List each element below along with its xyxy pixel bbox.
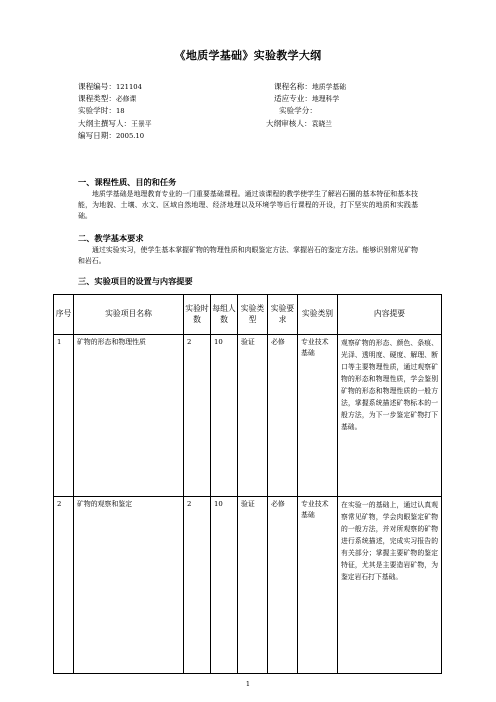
section-heading-2: 二、教学基本要求 <box>78 233 144 243</box>
table-header-row <box>54 295 442 335</box>
section-body-1: 地质学基础是地理教育专业的一门重要基础课程。通过该课程的教学使学生了解岩石圈的基本特征和基本技能，为地貌、土壤、水文、区域自然地理、经济地理以及环境学等后行课程的开设，打下坚实的地质和实践基础。 <box>78 190 418 220</box>
reviewer-label: 大纲审核人： <box>266 118 312 128</box>
row-type: 验证 <box>238 335 268 497</box>
header-name: 实验项目名称 <box>74 295 184 335</box>
course-code: 121104 <box>115 83 142 91</box>
author: 王景平 <box>131 119 152 128</box>
row-cat: 专业技术基础 <box>298 335 338 497</box>
row-no: 1 <box>54 335 74 497</box>
row-name: 矿物的形态和物理性质 <box>74 335 184 497</box>
row-desc: 观察矿物的形态、颜色、条痕、光泽、透明度、硬度、解理、断口等主要物理性质，通过观察矿物的形态和物理性质，学会鉴别矿物的形态和物理性质的一般方法，掌握系统描述矿物标本的一般方法，为下一步鉴定矿物打下基础。 <box>338 335 442 497</box>
row-hours: 2 <box>184 335 211 497</box>
section-heading-1: 一、课程性质、目的和任务 <box>78 177 177 187</box>
credits-label: 实验学分： <box>279 106 317 116</box>
experiment-table <box>53 294 442 674</box>
course-type-label: 课程类型： <box>78 94 116 104</box>
section-body-2: 通过实验实习，使学生基本掌握矿物的物理性质和肉眼鉴定方法、掌握岩石的鉴定方法。能够识别常见矿物和岩石。 <box>78 246 418 265</box>
table-row <box>54 497 442 674</box>
page-number: 1 <box>245 680 251 688</box>
header-hours: 实验时数 <box>184 295 211 335</box>
row-group: 10 <box>211 497 238 674</box>
section-heading-3: 三、实验项目的设置与内容提要 <box>78 276 193 286</box>
course-name-label: 课程名称： <box>274 82 312 91</box>
row-group: 10 <box>211 335 238 497</box>
document-title: 《地质学基础》实验教学大纲 <box>174 49 322 62</box>
course-info <box>78 82 418 143</box>
row-req: 必修 <box>268 335 298 497</box>
course-type: 必修课 <box>115 95 137 104</box>
row-type: 验证 <box>238 497 268 674</box>
header-cat: 实验类别 <box>298 295 338 335</box>
date-label: 编写日期： <box>78 130 116 140</box>
header-group: 每组人数 <box>211 295 238 335</box>
author-label: 大纲主撰写人： <box>78 118 132 128</box>
row-desc: 在实验一的基础上，通过认真观察常见矿物，学会肉眼鉴定矿物的一般方法，并对所观察的矿物进行系统描述，完成实习报告的有关部分；掌握主要矿物的鉴定特征，尤其是主要造岩矿物，为鉴定岩石打下基础。 <box>338 497 442 674</box>
hours: 18 <box>115 107 125 116</box>
header-desc: 内容提要 <box>338 295 442 335</box>
row-hours: 2 <box>184 497 211 674</box>
header-type: 实验类型 <box>238 295 268 335</box>
row-name: 矿物的观察和鉴定 <box>74 497 184 674</box>
header-req: 实验要求 <box>268 295 298 335</box>
date: 2005.10 <box>115 131 145 140</box>
course-name: 地质学基础 <box>311 83 346 91</box>
table-row <box>54 335 442 497</box>
major: 地理科学 <box>311 95 340 104</box>
course-code-label: 课程编号： <box>78 82 116 91</box>
row-req: 必修 <box>268 497 298 674</box>
row-cat: 专业技术基础 <box>298 497 338 674</box>
reviewer: 袁晓兰 <box>311 119 332 128</box>
header-no: 序号 <box>54 295 74 335</box>
major-label: 适应专业： <box>274 94 312 104</box>
hours-label: 实验学时： <box>78 106 116 116</box>
row-no: 2 <box>54 497 74 674</box>
